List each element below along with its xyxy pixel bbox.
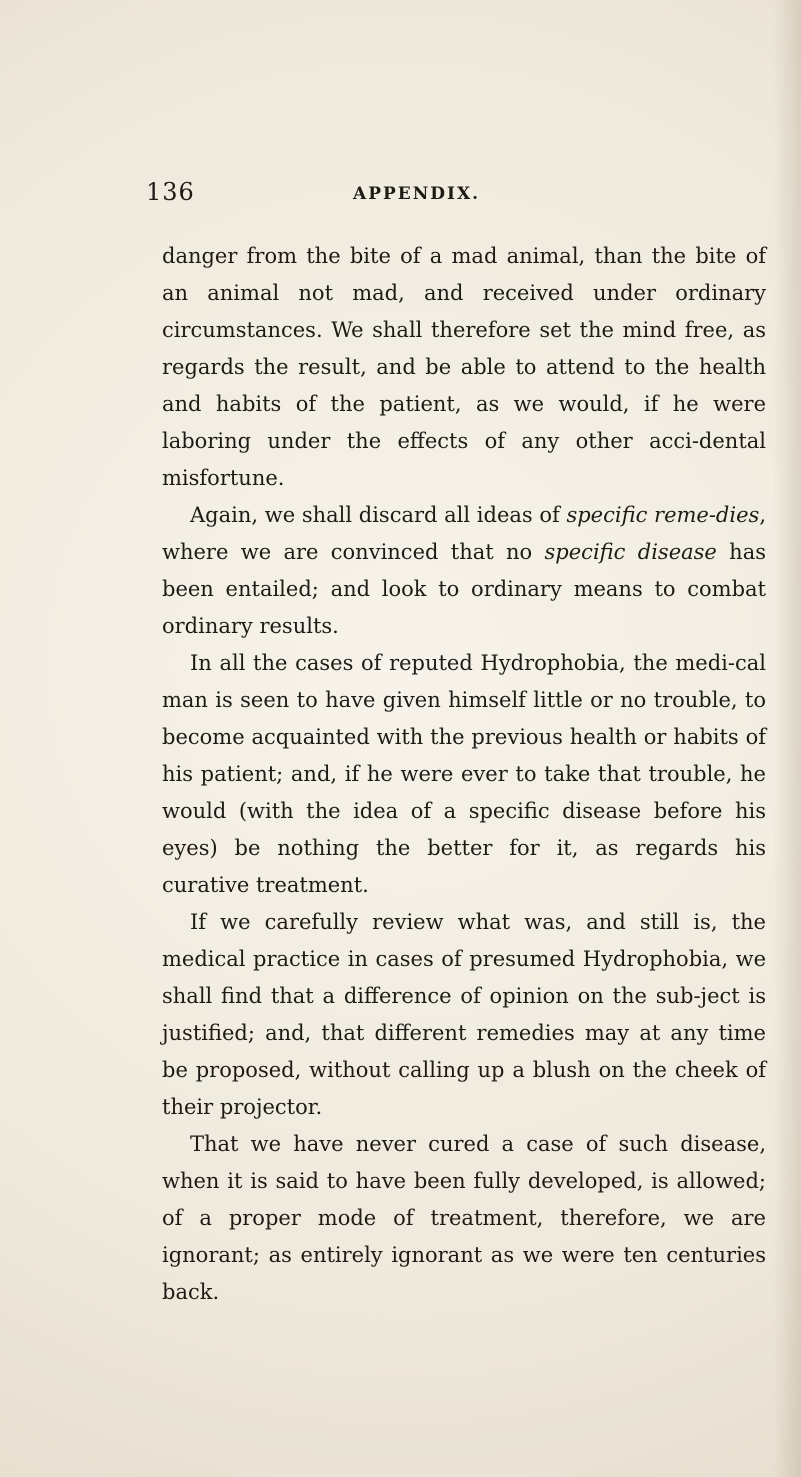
paragraph-text: If we carefully review what was, and still is, the medical practice in cases of presumed Hydrophobia, we shall find that a difference of opinion on the sub-ject is justified; and, that different remedies may at any time be proposed, without calling up a blush on the cheek of their projector. — [162, 910, 766, 1119]
italic-phrase: specific reme-dies — [566, 503, 760, 527]
paragraph — [162, 904, 766, 1126]
page-edge-shadow — [773, 0, 801, 1477]
italic-phrase: specific disease — [544, 540, 717, 564]
paragraph-text: , where we are convinced that no — [162, 503, 766, 564]
paragraph-text: Again, we shall discard all ideas of — [190, 503, 567, 527]
paragraph — [162, 497, 766, 645]
body-text — [162, 238, 766, 1311]
paragraph-text: danger from the bite of a mad animal, than the bite of an animal not mad, and received under ordinary circumstances. We shall therefore set the mind free, as regards the result, and be able to attend to the health and habits of the patient, as we would, if he were laboring under the effects of any other acci-dental misfortune. — [162, 244, 766, 490]
page-number: 136 — [146, 178, 195, 206]
paragraph — [162, 1126, 766, 1311]
paragraph — [162, 645, 766, 904]
paragraph-text: That we have never cured a case of such disease, when it is said to have been fully developed, is allowed; of a proper mode of treatment, therefore, we are ignorant; as entirely ignorant as we were ten centuries back. — [162, 1132, 766, 1304]
paragraph — [162, 238, 766, 497]
running-head: APPENDIX. — [353, 184, 481, 204]
page-header — [146, 178, 666, 226]
paragraph-text: has been entailed; and look to ordinary means to combat ordinary results. — [162, 540, 766, 638]
paragraph-text: In all the cases of reputed Hydrophobia, the medi-cal man is seen to have given himself little or no trouble, to become acquainted with the previous health or habits of his patient; and, if he were ever to take that trouble, he would (with the idea of a specific disease before his eyes) be nothing the better for it, as regards his curative treatment. — [162, 651, 766, 897]
